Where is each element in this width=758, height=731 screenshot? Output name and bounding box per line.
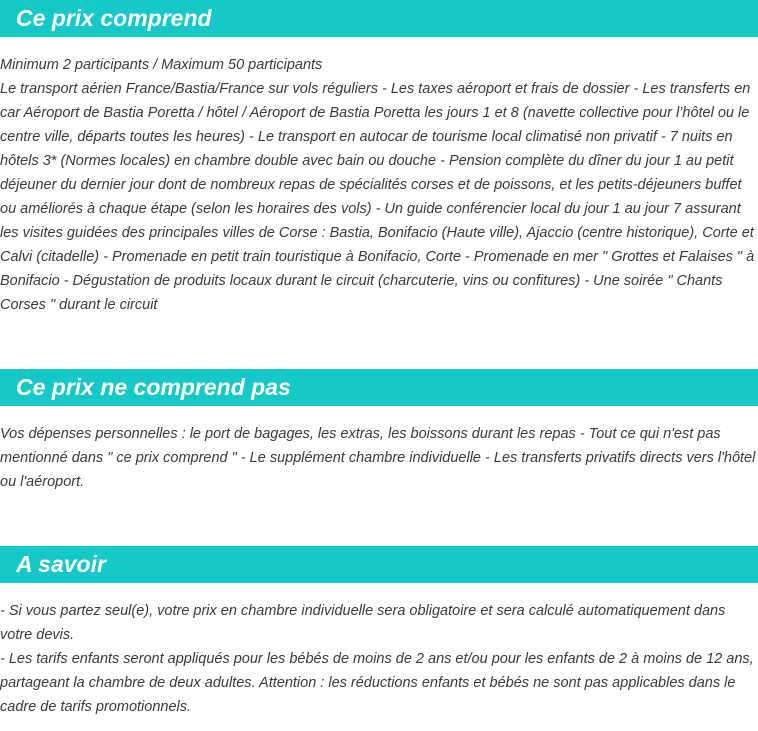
included-items-text: Le transport aérien France/Bastia/France sur vols réguliers - Les taxes aéroport et frais de dossier - Les transferts en car Aéroport de Bastia Poretta / hôtel / Aéroport de Bastia Poretta les jours 1 et 8 (navette collective pour l’hôtel ou le centre ville, départs toutes les heures) - Le transport en autocar de tourisme local climatisé non privatif - 7 nuits en hôtels 3* (Normes locales) en chambre double avec bain ou douche - Pension complète du dîner du jour 1 au petit déjeuner du dernier jour dont de nombreux repas de spécialités corses et de poissons, et les petits-déjeuners buffet ou améliorés à chaque étape (selon les horaires des vols) - Un guide conférencier local du jour 1 au jour 7 assurant les visites guidées des principales villes de Corse : Bastia, Bonifacio (Haute ville), Ajaccio (centre historique), Corte et Calvi (citadelle) - Promenade en petit train touristique à Bonifacio, Corte - Promenade en mer " Grottes et Falaises " à Bonifacio - Dégustation de produits locaux durant le circuit (charcuterie, vins ou confitures) - Une soirée " Chants Corses " durant le circuit	[0, 81, 755, 313]
section-header-good-to-know	[0, 546, 758, 583]
participants-text: Minimum 2 participants / Maximum 50 participants	[0, 57, 323, 73]
section-body-included	[0, 53, 758, 317]
not-included-items-text: Vos dépenses personnelles : le port de bagages, les extras, les boissons durant les repas - Tout ce qui n'est pas mentionné dans " ce prix comprend " - Le supplément chambre individuelle - Les transferts privatifs directs vers l'hôtel ou l'aéroport.	[0, 426, 756, 490]
child-rates-note: - Les tarifs enfants seront appliqués pour les bébés de moins de 2 ans et/ou pour les enfants de 2 à moins de 12 ans, partageant la chambre de deux adultes. Attention : les réductions enfants et bébés ne sont pas applicables dans le cadre de tarifs promotionnels.	[0, 651, 754, 715]
section-header-included	[0, 0, 758, 37]
section-title-included: Ce prix comprend	[16, 5, 212, 31]
section-header-not-included	[0, 369, 758, 406]
section-body-not-included	[0, 422, 758, 494]
section-title-not-included: Ce prix ne comprend pas	[16, 374, 291, 400]
single-room-note: - Si vous partez seul(e), votre prix en chambre individuelle sera obligatoire et sera calculé automatiquement dans votre devis.	[0, 603, 726, 643]
section-title-good-to-know: A savoir	[16, 551, 106, 577]
section-body-good-to-know	[0, 599, 758, 719]
